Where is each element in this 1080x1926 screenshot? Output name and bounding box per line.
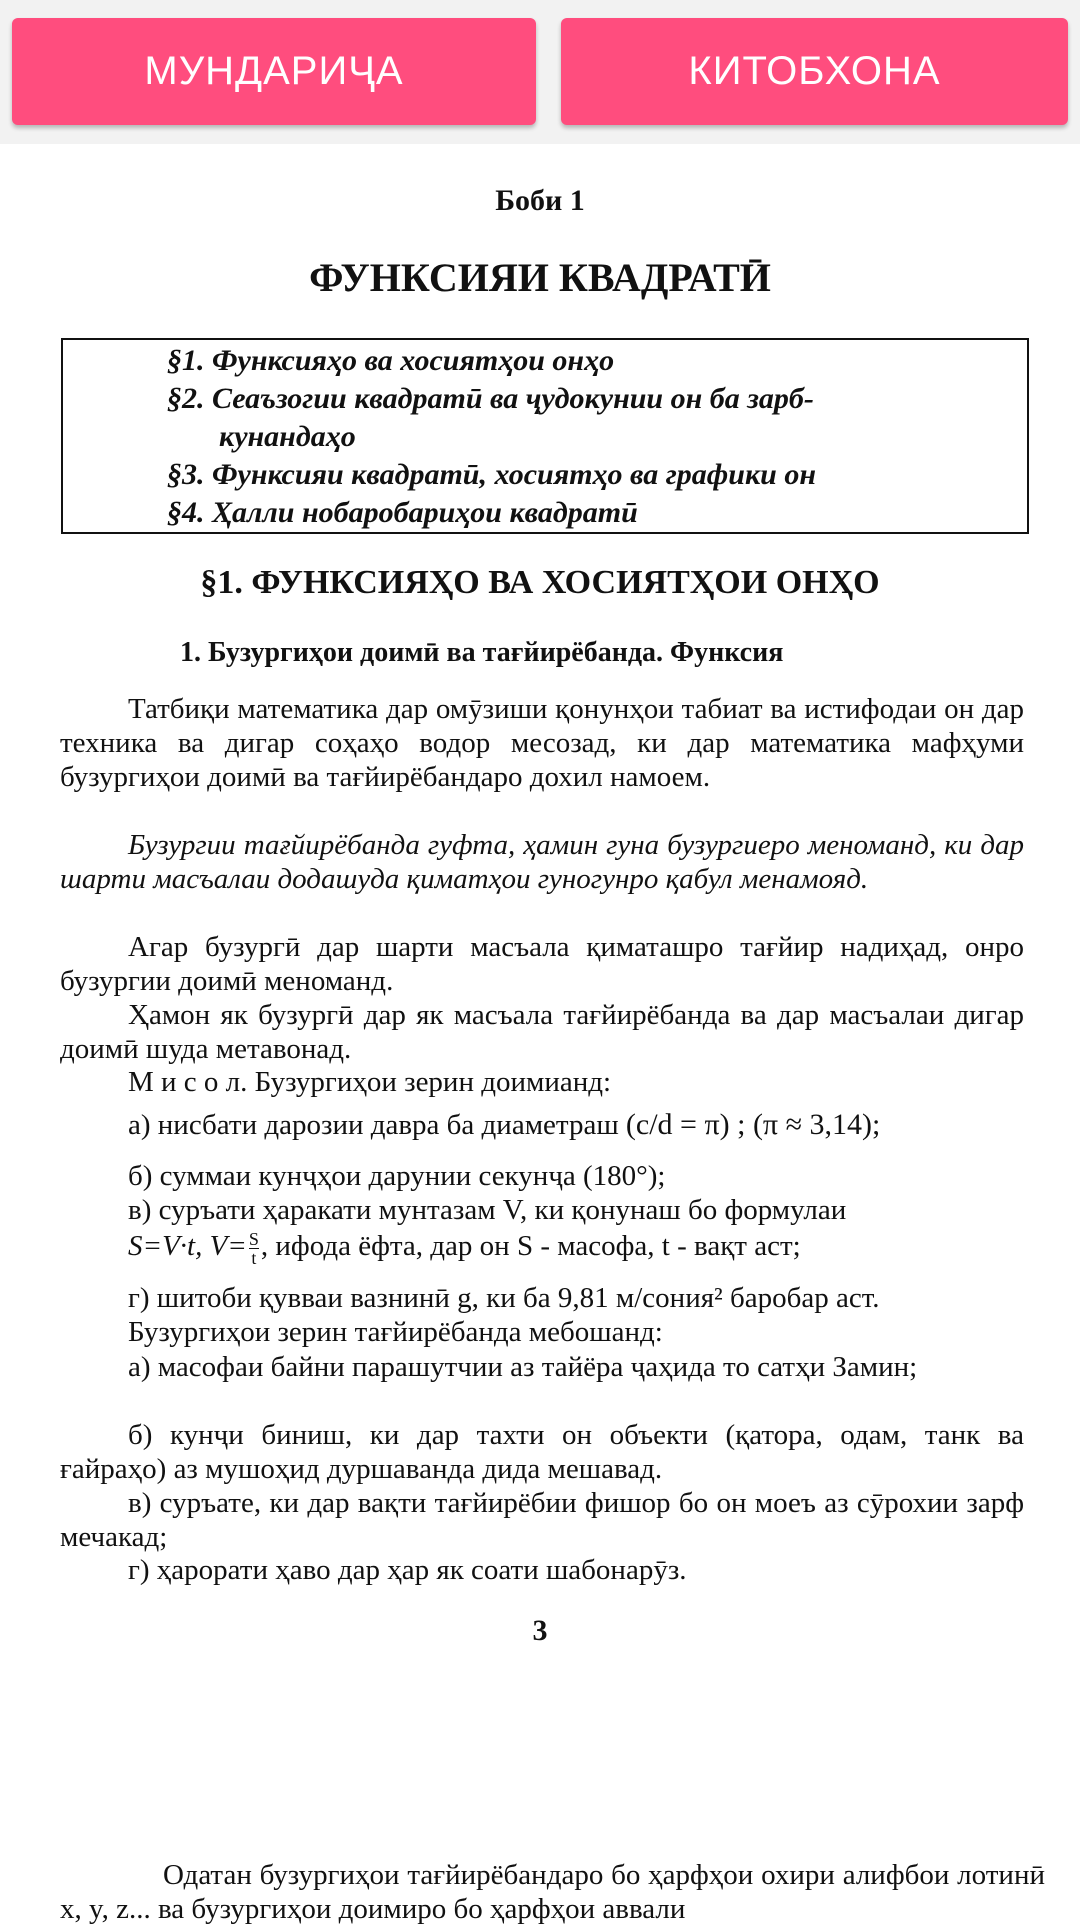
fraction-numerator: S	[248, 1229, 259, 1249]
paragraph-constant: Агар бузургӣ дар шарти масъала қиматашро тағйир надиҳад, онро бузургии доимӣ меноманд.	[60, 931, 1024, 997]
variables-intro: Бузургиҳои зерин тағйирёбанда мебошанд:	[128, 1316, 663, 1348]
box-line-1: §1. Функсияҳо ва хосиятҳои онҳо	[167, 344, 615, 377]
table-of-contents-button[interactable]: МУНДАРИҶА	[12, 18, 536, 125]
top-action-bar	[0, 0, 1080, 144]
variable-item-a: а) масофаи байни парашутчии аз тайёра ҷаҳида то сатҳи Замин;	[128, 1351, 918, 1383]
section-heading: §1. ФУНКСИЯҲО ВА ХОСИЯТҲОИ ОНҲО	[200, 564, 880, 601]
paragraph-definition: Бузургии тағйирёбанда гуфта, ҳамин гуна бузургиеро меноманд, ки дар шарти масъалаи додашуда қиматҳои гуногунро қабул менамояд.	[60, 829, 1024, 895]
example-item-b: б) суммаи кунҷҳои дарунии секунҷа (180°);	[128, 1160, 666, 1192]
page-number: 3	[532, 1614, 548, 1647]
chapter-label: Боби 1	[495, 184, 585, 217]
variable-item-v: в) суръате, ки дар вақти тағйирёбии фишор бо он моеъ аз сӯрохии зарф мечакад;	[60, 1487, 1024, 1553]
formula-speed: S=V·t, V=	[128, 1230, 247, 1263]
fraction-denominator: t	[251, 1248, 257, 1268]
example-item-v-line2	[128, 1230, 801, 1267]
subsection-heading: 1. Бузургиҳои доимӣ ва тағйирёбанда. Функсия	[180, 637, 784, 668]
chapter-title: ФУНКСИЯИ КВАДРАТӢ	[309, 255, 771, 300]
chapter-contents-box	[61, 338, 1029, 534]
example-item-v-line1: в) суръати ҳаракати мунтазам V, ки қонунаш бо формулаи	[128, 1194, 847, 1226]
example-item-g: г) шитоби қувваи вазнинӣ g, ки ба 9,81 м/сония² баробар аст.	[128, 1282, 880, 1314]
example-item-a-text: а) нисбати дарозии давра ба диаметраш	[128, 1109, 619, 1141]
fraction-s-over-t	[249, 1230, 259, 1267]
example-item-a	[128, 1108, 880, 1142]
paragraph-intro: Татбиқи математика дар омӯзиши қонунҳои табиат ва истифодаи он дар техника ва дигар соҳаҳо водор месозад, ки дар математика мафҳуми бузургиҳои доимӣ ва тағйирёбандаро дохил намоем.	[60, 693, 1024, 793]
box-line-4: §3. Функсияи квадратӣ, хосиятҳо ва графики он	[167, 458, 816, 491]
library-button[interactable]: КИТОБХОНА	[561, 18, 1068, 125]
example-item-a-formula: (c/d = π) ; (π ≈ 3,14);	[625, 1108, 881, 1141]
box-line-5: §4. Ҳалли нобаробариҳои квадратӣ	[167, 496, 638, 529]
variable-item-b: б) кунҷи биниш, ки дар тахти он объекти (қатора, одам, танк ва ғайраҳо) аз мушоҳид дуршаванда дида мешавад.	[60, 1419, 1024, 1485]
box-line-2: §2. Сеаъзогии квадратӣ ва ҷудокунии он ба зарб-	[167, 382, 814, 415]
example-intro: М и с о л. Бузургиҳои зерин доимианд:	[128, 1066, 612, 1098]
paragraph-dual: Ҳамон як бузургӣ дар як масъала тағйирёбанда ва дар масъалаи дигар доимӣ шуда метавонад.	[60, 999, 1024, 1065]
variable-item-g: г) ҳарорати ҳаво дар ҳар як соати шабонарӯз.	[128, 1554, 687, 1586]
formula-explanation: , ифода ёфта, дар он S - масофа, t - вақт аст;	[260, 1230, 801, 1263]
box-line-3: кунандаҳо	[219, 420, 356, 453]
next-page-paragraph: Одатан бузургиҳои тағйирёбандаро бо ҳарфҳои охири алифбои лотинӣ x, y, z... ва бузургиҳои доимиро бо ҳарфҳои аввали	[60, 1859, 1045, 1925]
